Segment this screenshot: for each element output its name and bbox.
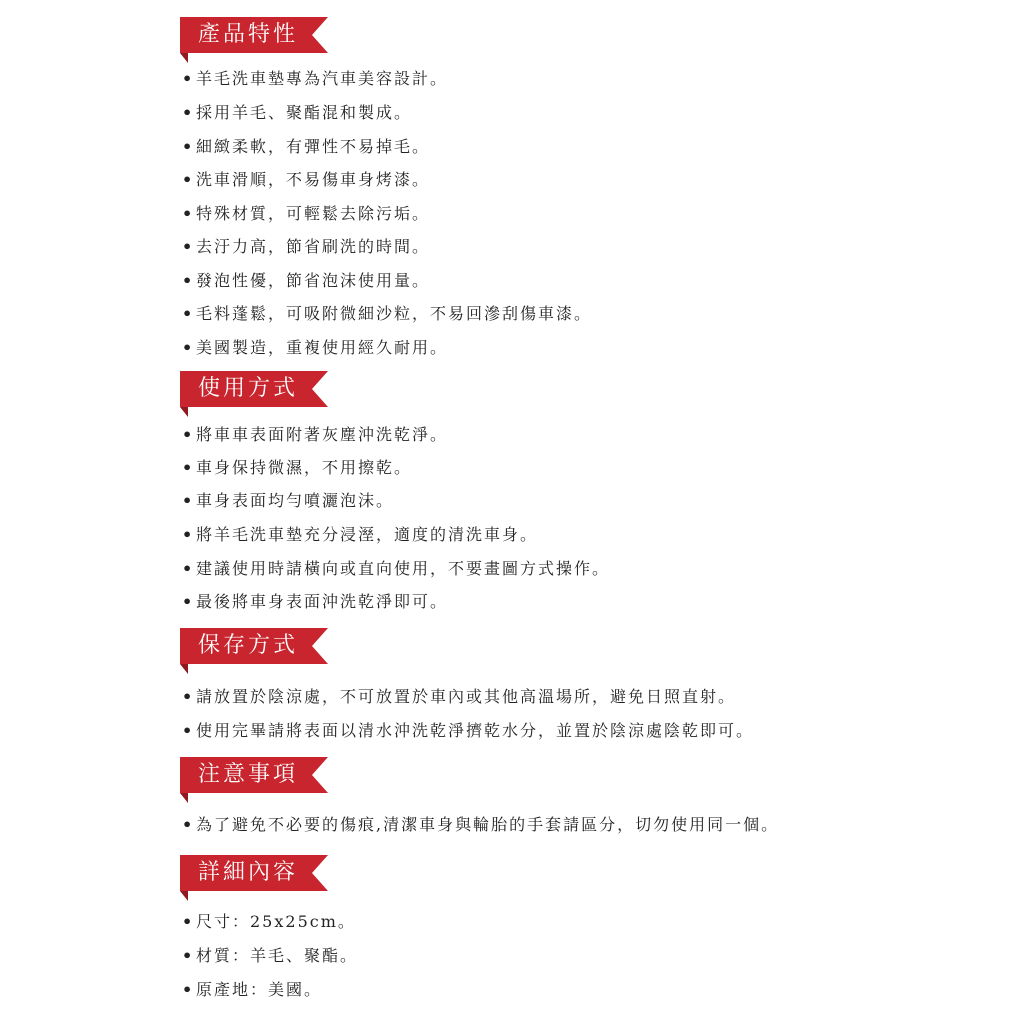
list-item [182,168,430,192]
list-item-text: 美國製造，重複使用經久耐用。 [196,338,449,357]
bullet: • [182,103,195,122]
bullet: • [182,425,195,444]
list-item [182,302,592,326]
bullet: • [182,69,195,88]
bullet: • [182,946,195,965]
list-item [182,685,736,709]
bullet: • [182,237,195,256]
bullet: • [182,525,195,544]
list-item-text: 原產地：美國。 [196,980,323,999]
list-item-text: 車身保持微濕，不用擦乾。 [196,458,413,477]
list-item [182,423,448,447]
section-title-text: 保存方式 [198,633,299,658]
list-item [182,910,356,934]
list-item [182,67,448,91]
section-title-usage [180,371,328,417]
list-item [182,557,610,581]
bullet: • [182,721,195,740]
section-title-text: 詳細內容 [198,860,299,885]
list-item [182,202,430,226]
list-item-text: 發泡性優，節省泡沫使用量。 [196,271,431,290]
list-item-text: 洗車滑順，不易傷車身烤漆。 [196,170,431,189]
bullet: • [182,912,195,931]
list-item [182,523,538,547]
bullet: • [182,271,195,290]
list-item-text: 細緻柔軟，有彈性不易掉毛。 [196,137,431,156]
list-item [182,456,412,480]
list-item [182,590,448,614]
list-item [182,135,430,159]
list-item [182,101,412,125]
section-title-text: 注意事項 [198,762,299,787]
list-item-text: 最後將車身表面沖洗乾淨即可。 [196,592,449,611]
bullet: • [182,559,195,578]
list-item [182,719,754,743]
bullet: • [182,980,195,999]
bullet: • [182,815,195,834]
list-item [182,269,430,293]
list-item [182,978,322,1002]
bullet: • [182,137,195,156]
list-item-text: 毛料蓬鬆，可吸附微細沙粒，不易回滲刮傷車漆。 [196,304,593,323]
bullet: • [182,170,195,189]
section-title-details [180,855,328,901]
list-item [182,489,394,513]
section-title-notes [180,757,328,803]
section-title-text: 使用方式 [198,376,299,401]
list-item-text: 將車車表面附著灰塵沖洗乾淨。 [196,425,449,444]
list-item-text: 車身表面均勻噴灑泡沫。 [196,491,395,510]
list-item-text: 為了避免不必要的傷痕,清潔車身與輪胎的手套請區分，切勿使用同一個。 [196,815,780,834]
list-item-text: 使用完畢請將表面以清水沖洗乾淨擠乾水分，並置於陰涼處陰乾即可。 [196,721,755,740]
list-item-text: 採用羊毛、聚酯混和製成。 [196,103,413,122]
list-item-text: 將羊毛洗車墊充分浸溼，適度的清洗車身。 [196,525,539,544]
list-item [182,813,779,837]
list-item-text: 建議使用時請橫向或直向使用，不要畫圖方式操作。 [196,559,611,578]
bullet: • [182,592,195,611]
bullet: • [182,204,195,223]
section-title-features [180,17,328,63]
list-item [182,235,430,259]
list-item-text: 尺寸：25x25cm。 [196,912,356,931]
list-item-text: 特殊材質，可輕鬆去除污垢。 [196,204,431,223]
bullet: • [182,458,195,477]
list-item [182,336,448,360]
bullet: • [182,687,195,706]
section-title-text: 產品特性 [198,22,299,47]
list-item-text: 羊毛洗車墊專為汽車美容設計。 [196,69,449,88]
bullet: • [182,491,195,510]
section-title-storage [180,628,328,674]
list-item [182,944,358,968]
bullet: • [182,338,195,357]
list-item-text: 材質：羊毛、聚酯。 [196,946,359,965]
bullet: • [182,304,195,323]
list-item-text: 請放置於陰涼處，不可放置於車內或其他高溫場所，避免日照直射。 [196,687,737,706]
list-item-text: 去汙力高，節省刷洗的時間。 [196,237,431,256]
